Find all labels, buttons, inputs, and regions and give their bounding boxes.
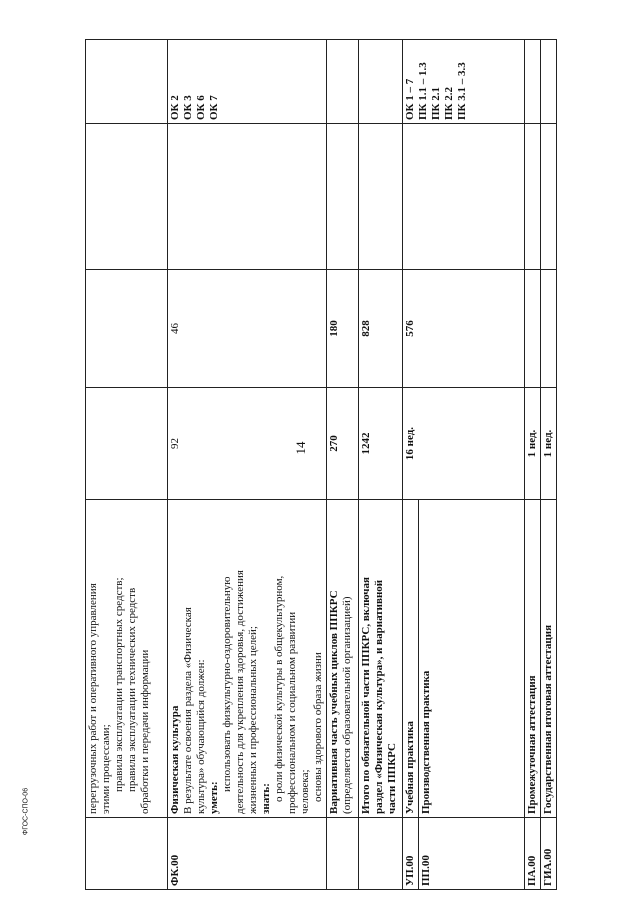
table-row bbox=[525, 40, 541, 890]
desc-line: (определяется образовательной организацией) bbox=[341, 596, 353, 814]
table-row bbox=[86, 40, 168, 890]
row-description: Учебная практика bbox=[403, 500, 419, 818]
row-code bbox=[86, 818, 168, 890]
desc-line: этими процессами; bbox=[100, 724, 112, 814]
desc-line: деятельность для укрепления здоровья, достижения bbox=[234, 570, 246, 814]
desc-line: обработки и передачи информации bbox=[139, 649, 151, 814]
hours-cell: 828 bbox=[359, 270, 403, 388]
table-row bbox=[327, 40, 359, 890]
competency-code: ОК 3 bbox=[182, 95, 194, 120]
row-description bbox=[359, 500, 403, 818]
row-description bbox=[86, 500, 168, 818]
hours-cell: 180 bbox=[327, 270, 359, 388]
desc-line: правила эксплуатации технических средств bbox=[126, 587, 138, 792]
max-load-cell: 1242 bbox=[359, 388, 403, 500]
desc-line: использовать физкультурно-оздоровительную bbox=[221, 576, 233, 792]
competency-code: ОК 1 – 7 bbox=[404, 78, 416, 120]
disciplines-cell bbox=[359, 124, 403, 270]
hours-cell bbox=[525, 270, 541, 388]
competency-code: ОК 2 bbox=[169, 95, 181, 120]
max-load-cell bbox=[86, 388, 168, 500]
competency-code: ПК 2.1 bbox=[430, 86, 442, 120]
hours-cell bbox=[86, 270, 168, 388]
desc-title: Физическая культура bbox=[169, 705, 181, 814]
desc-line: человека; bbox=[299, 769, 311, 814]
competencies-cell bbox=[403, 40, 525, 124]
row-description: Государственная итоговая аттестация bbox=[541, 500, 557, 818]
curriculum-table bbox=[85, 39, 557, 890]
row-code: УП.00 bbox=[403, 818, 419, 890]
competencies-cell bbox=[168, 40, 327, 124]
table-row bbox=[541, 40, 557, 890]
row-code: ПА.00 bbox=[525, 818, 541, 890]
row-code: ПП.00 bbox=[419, 818, 525, 890]
competencies-cell bbox=[359, 40, 403, 124]
competency-code: ОК 6 bbox=[195, 95, 207, 120]
page-number: 14 bbox=[293, 441, 308, 455]
disciplines-cell bbox=[541, 124, 557, 270]
row-code bbox=[327, 818, 359, 890]
desc-line: о роли физической культуры в общекультурном, bbox=[273, 575, 285, 802]
competencies-cell bbox=[525, 40, 541, 124]
row-description bbox=[327, 500, 359, 818]
competencies-cell bbox=[327, 40, 359, 124]
desc-line: части ППКРС bbox=[386, 743, 398, 814]
row-code: ГИА.00 bbox=[541, 818, 557, 890]
row-description: Промежуточная аттестация bbox=[525, 500, 541, 818]
row-code: ФК.00 bbox=[168, 818, 327, 890]
max-load-cell: 270 bbox=[327, 388, 359, 500]
desc-line: профессиональном и социальном развитии bbox=[286, 611, 298, 814]
desc-line: раздел «Физическая культура», и вариативной bbox=[373, 579, 385, 814]
disciplines-cell bbox=[168, 124, 327, 270]
competencies-cell bbox=[541, 40, 557, 124]
disciplines-cell bbox=[403, 124, 525, 270]
hours-cell bbox=[541, 270, 557, 388]
document-footer: ФГОС-СПО-06 bbox=[22, 787, 30, 836]
desc-line: Итого по обязательной части ППКРС, включая bbox=[360, 577, 372, 814]
table-row bbox=[168, 40, 327, 890]
disciplines-cell bbox=[525, 124, 541, 270]
desc-line: жизненных и профессиональных целей; bbox=[247, 626, 259, 814]
hours-cell: 46 bbox=[168, 270, 327, 388]
disciplines-cell bbox=[86, 124, 168, 270]
max-load-cell: 1 нед. bbox=[541, 388, 557, 500]
desc-line: правила эксплуатации транспортных средств; bbox=[113, 577, 125, 792]
desc-heading: знать: bbox=[260, 783, 272, 814]
max-load-cell: 1 нед. bbox=[525, 388, 541, 500]
desc-line: культура» обучающийся должен: bbox=[195, 659, 207, 814]
max-load-cell: 16 нед. bbox=[403, 388, 525, 500]
competency-code: ОК 7 bbox=[208, 95, 220, 120]
competency-code: ПК 2.2 bbox=[443, 86, 455, 120]
hours-cell: 576 bbox=[403, 270, 525, 388]
table-row bbox=[403, 40, 419, 890]
desc-heading: уметь: bbox=[208, 781, 220, 814]
desc-title: Вариативная часть учебных циклов ППКРС bbox=[328, 590, 340, 814]
max-load-cell: 92 bbox=[168, 388, 327, 500]
row-description: Производственная практика bbox=[419, 500, 525, 818]
desc-line: основы здорового образа жизни bbox=[312, 652, 324, 802]
competencies-cell bbox=[86, 40, 168, 124]
curriculum-table-container bbox=[85, 40, 555, 890]
table-row bbox=[359, 40, 403, 890]
desc-line: В результате освоения раздела «Физическая bbox=[182, 607, 194, 814]
row-code bbox=[359, 818, 403, 890]
competency-code: ПК 1.1 – 1.3 bbox=[417, 62, 429, 120]
disciplines-cell bbox=[327, 124, 359, 270]
competency-code: ПК 3.1 – 3.3 bbox=[456, 62, 468, 120]
row-description bbox=[168, 500, 327, 818]
desc-line: перегрузочных работ и оперативного управления bbox=[87, 583, 99, 814]
